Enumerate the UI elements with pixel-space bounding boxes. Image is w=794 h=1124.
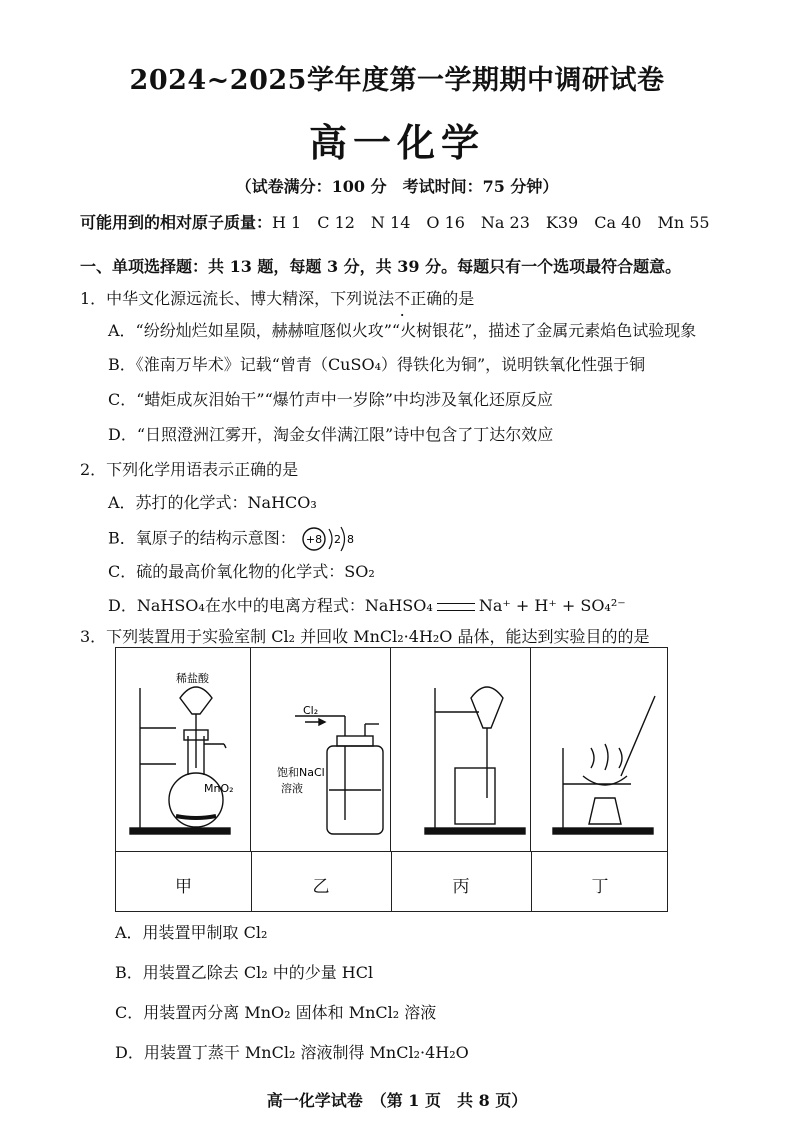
- label-nacl-1: 饱和NaCl: [277, 766, 325, 779]
- label-bing: 丙: [452, 877, 470, 897]
- q1-option-a: A．“纷纷灿烂如星陨，赫赫喧豗似火攻”“火树银花”，描述了金属元素焰色试验现象: [108, 321, 697, 340]
- q3-option-d: D．用装置丁蒸干 MnCl₂ 溶液制得 MnCl₂·4H₂O: [115, 1043, 469, 1062]
- apparatus-jia-drawing: [116, 648, 251, 851]
- subject-title: 高一化学: [308, 120, 485, 165]
- exam-title: 2024~2025学年度第一学期期中调研试卷: [129, 65, 665, 96]
- atom-nucleus: +8: [305, 533, 322, 546]
- page-footer: 高一化学试卷 （第 1 页 共 8 页）: [266, 1091, 528, 1110]
- label-yi: 乙: [312, 877, 330, 897]
- section-heading: 一、单项选择题：共 13 题，每题 3 分，共 39 分。每题只有一个选项最符合题意。: [80, 257, 682, 276]
- q2-option-d-prefix: D．NaHSO₄在水中的电离方程式：NaHSO₄: [108, 596, 433, 615]
- apparatus-label-row: [116, 851, 667, 912]
- label-nacl-2: 溶液: [281, 782, 303, 795]
- q1-stem: [80, 286, 474, 309]
- atomic-mass-line: [80, 210, 710, 233]
- q1-stem-b: 正确的是: [410, 289, 475, 308]
- q3-option-a: A．用装置甲制取 Cl₂: [115, 923, 268, 942]
- apparatus-bing-drawing: [391, 648, 531, 851]
- q1-stem-not: 不: [394, 289, 411, 308]
- q3-stem: 3．下列装置用于实验室制 Cl₂ 并回收 MnCl₂·4H₂O 晶体，能达到实验目的的是: [80, 627, 650, 646]
- atomic-mass-label: 可能用到的相对原子质量：: [80, 213, 273, 232]
- q3-option-c: C．用装置丙分离 MnO₂ 固体和 MnCl₂ 溶液: [115, 1003, 437, 1022]
- exam-meta: （试卷满分：100 分 考试时间：75 分钟）: [235, 177, 559, 196]
- q2-option-a: A．苏打的化学式：NaHCO₃: [108, 493, 317, 512]
- oxygen-atom-diagram: [301, 524, 367, 554]
- q3-option-b: B．用装置乙除去 Cl₂ 中的少量 HCl: [115, 963, 374, 982]
- q1-stem-a: 1．中华文化源远流长、博大精深，下列说法: [80, 289, 395, 308]
- q2-option-d-suffix: Na⁺ + H⁺ + SO₄²⁻: [478, 596, 626, 615]
- apparatus-ding-drawing: [531, 648, 669, 851]
- q2-stem: 2．下列化学用语表示正确的是: [80, 460, 299, 479]
- q1-option-d: D．“日照澄洲江雾开，淘金女伴满江限”诗中包含了丁达尔效应: [108, 425, 554, 444]
- apparatus-yi-drawing: [251, 648, 391, 851]
- label-jia: 甲: [175, 877, 192, 897]
- label-ding: 丁: [591, 877, 609, 897]
- label-acid: 稀盐酸: [176, 672, 209, 685]
- label-mno2: MnO₂: [204, 782, 234, 795]
- atomic-mass-values: H 1 C 12 N 14 O 16 Na 23 K39 Ca 40 Mn 55: [272, 213, 710, 232]
- q2-option-c: C．硫的最高价氧化物的化学式：SO₂: [108, 562, 375, 581]
- q2-option-d: [108, 593, 626, 616]
- q1-option-b: B．《淮南万毕术》记载“曾青（CuSO₄）得铁化为铜”，说明铁氧化性强于铜: [108, 355, 646, 374]
- atom-shell-1: 2: [333, 533, 341, 546]
- label-cl2: Cl₂: [303, 704, 319, 717]
- apparatus-table: [115, 647, 668, 912]
- atom-shell-2: 8: [346, 533, 354, 546]
- equals-sign: [437, 603, 475, 611]
- q1-option-c: C．“蜡炬成灰泪始干”“爆竹声中一岁除”中均涉及氧化还原反应: [108, 390, 553, 409]
- q2-option-b-text: B．氧原子的结构示意图：: [108, 528, 296, 548]
- q2-option-b: [108, 524, 367, 554]
